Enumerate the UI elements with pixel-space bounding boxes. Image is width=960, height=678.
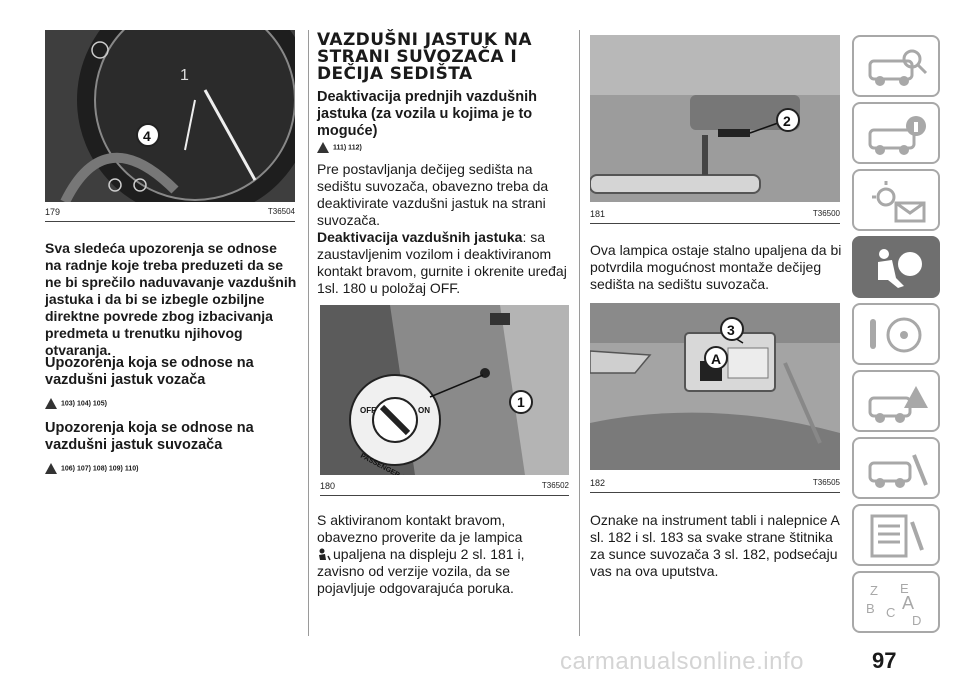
checklist-icon bbox=[864, 512, 930, 560]
steering-wheel-icon bbox=[864, 311, 930, 359]
column-divider-1 bbox=[308, 30, 309, 636]
watermark-text: carmanualsonline.info bbox=[560, 648, 804, 675]
paragraph-labels: Oznake na instrument tabli i nalepnice A sl. 182 i sl. 183 sa svake strane štitnika za sunce suvozača 3 sl. 182, podsećaju vas na ova uputstva. bbox=[590, 512, 840, 579]
figure-182-sun-visor bbox=[590, 303, 840, 470]
figure-number: 181 bbox=[590, 209, 606, 219]
figure-number: 179 bbox=[45, 207, 61, 217]
figure-180-airbag-switch bbox=[320, 305, 569, 475]
deactivation-label: Deaktivacija vazdušnih jastuka bbox=[317, 229, 523, 245]
deactivation-text: : sa zaustavljenim vozilom i deaktiviranom kontakt bravom, gurnite i okrenite uređaj 1sl. 180 u položaj OFF. bbox=[317, 229, 567, 296]
car-warning-icon bbox=[864, 378, 930, 426]
car-wrench-icon bbox=[864, 445, 930, 493]
figure-179-instrument-cluster bbox=[45, 30, 295, 202]
instrument-cluster-illustration bbox=[45, 30, 295, 202]
section-title: VAZDUŠNI JASTUK NA STRANI SUVOZAČA I DEČIJA SEDIŠTA bbox=[317, 30, 532, 84]
ceiling-display-illustration bbox=[590, 35, 840, 202]
car-warning-tab[interactable] bbox=[852, 370, 940, 432]
lights-envelope-icon bbox=[864, 177, 930, 225]
refs-passenger-text: 106) 107) 108) 109) 110) bbox=[61, 465, 139, 473]
heading-passenger-airbag: Upozorenja koja se odnose na vazdušni jastuk suvozača bbox=[45, 420, 254, 453]
svg-text:C: C bbox=[886, 605, 896, 620]
figure-code: T36505 bbox=[812, 478, 840, 487]
caption-rule bbox=[590, 492, 840, 493]
warning-refs-driver bbox=[45, 398, 107, 409]
alphabet-index-icon bbox=[864, 579, 930, 627]
caption-rule bbox=[590, 223, 840, 224]
refs-section-text: 111) 112) bbox=[333, 144, 362, 152]
fig180-callout-1: 1 bbox=[517, 394, 525, 410]
child-seat-lamp-icon bbox=[317, 548, 331, 561]
fig179-callout-4: 4 bbox=[143, 128, 151, 144]
steering-tab[interactable] bbox=[852, 303, 940, 365]
figure-code: T36504 bbox=[267, 207, 295, 216]
section-subtitle: Deaktivacija prednjih vazdušnih jastuka (za vozila u kojima je to moguće) bbox=[317, 89, 537, 139]
paragraph-lamp-on: Ova lampica ostaje stalno upaljena da bi potvrdila mogućnost montaže dečijeg sedišta na sedištu suvozača. bbox=[590, 242, 842, 292]
figure-code: T36502 bbox=[541, 481, 569, 490]
paragraph-deactivation bbox=[317, 229, 569, 297]
car-search-tab[interactable] bbox=[852, 35, 940, 97]
figure-181-ceiling-display bbox=[590, 35, 840, 202]
figure-number: 182 bbox=[590, 478, 606, 488]
figure-182-caption bbox=[590, 478, 840, 490]
car-info-tab[interactable] bbox=[852, 102, 940, 164]
heading-driver-airbag: Upozorenja koja se odnose na vazdušni jastuk vozača bbox=[45, 355, 254, 388]
figure-179-caption bbox=[45, 207, 295, 219]
figure-180-caption bbox=[320, 481, 569, 493]
figure-code: T36500 bbox=[812, 209, 840, 218]
fig182-callout-3: 3 bbox=[727, 322, 735, 338]
car-magnifier-icon bbox=[864, 43, 930, 91]
figure-181-caption bbox=[590, 209, 840, 221]
warning-triangle-icon bbox=[45, 463, 57, 474]
svg-text:D: D bbox=[912, 613, 922, 627]
check-lamp-text-b: upaljena na displeju 2 sl. 181 i, zavisno od verzije vozila, da se pojavljuje odgovarajuća poruka. bbox=[317, 546, 525, 596]
fig181-callout-2: 2 bbox=[783, 113, 791, 129]
svg-text:E: E bbox=[900, 581, 909, 596]
svg-text:Z: Z bbox=[870, 583, 878, 598]
fig182-callout-a: A bbox=[711, 351, 722, 367]
figure-number: 180 bbox=[320, 481, 336, 491]
refs-driver-text: 103) 104) 105) bbox=[61, 400, 107, 408]
airbag-tab[interactable] bbox=[852, 236, 940, 298]
svg-text:A: A bbox=[902, 593, 915, 613]
paragraph-check-lamp bbox=[317, 512, 569, 597]
index-tab[interactable] bbox=[852, 571, 940, 633]
check-lamp-text-a: S aktiviranom kontakt bravom, obavezno proverite da je lampica bbox=[317, 512, 523, 545]
column-divider-2 bbox=[579, 30, 580, 636]
warning-refs-passenger bbox=[45, 463, 138, 474]
car-info-icon bbox=[864, 110, 930, 158]
warning-refs-section bbox=[317, 142, 362, 153]
svg-text:B: B bbox=[866, 601, 875, 616]
airbag-switch-illustration bbox=[320, 305, 569, 475]
warning-triangle-icon bbox=[317, 142, 329, 153]
svg-text:1: 1 bbox=[180, 67, 189, 84]
warning-triangle-icon bbox=[45, 398, 57, 409]
car-tools-tab[interactable] bbox=[852, 437, 940, 499]
page-number: 97 bbox=[872, 648, 897, 673]
caption-rule bbox=[320, 495, 569, 496]
lights-mail-tab[interactable] bbox=[852, 169, 940, 231]
switch-on-label: ON bbox=[418, 406, 430, 415]
caption-rule bbox=[45, 221, 295, 222]
airbag-icon bbox=[864, 244, 930, 292]
switch-off-label: OFF bbox=[360, 406, 376, 415]
intro-paragraph: Sva sledeća upozorenja se odnose na radnje koje treba preduzeti da se ne bi sprečilo naduvavanje vazdušnih jastuka i da bi se izbegle ozbiljne direktne povrede zbog izbacivanja predmeta u trenutku njihovog otvaranja. bbox=[45, 240, 297, 358]
checklist-tab[interactable] bbox=[852, 504, 940, 566]
sun-visor-illustration bbox=[590, 303, 840, 470]
paragraph-before-child-seat: Pre postavljanja dečijeg sedišta na sedištu suvozača, obavezno treba da deaktivirate vazdušni jastuk na strani suvozača. bbox=[317, 161, 549, 228]
